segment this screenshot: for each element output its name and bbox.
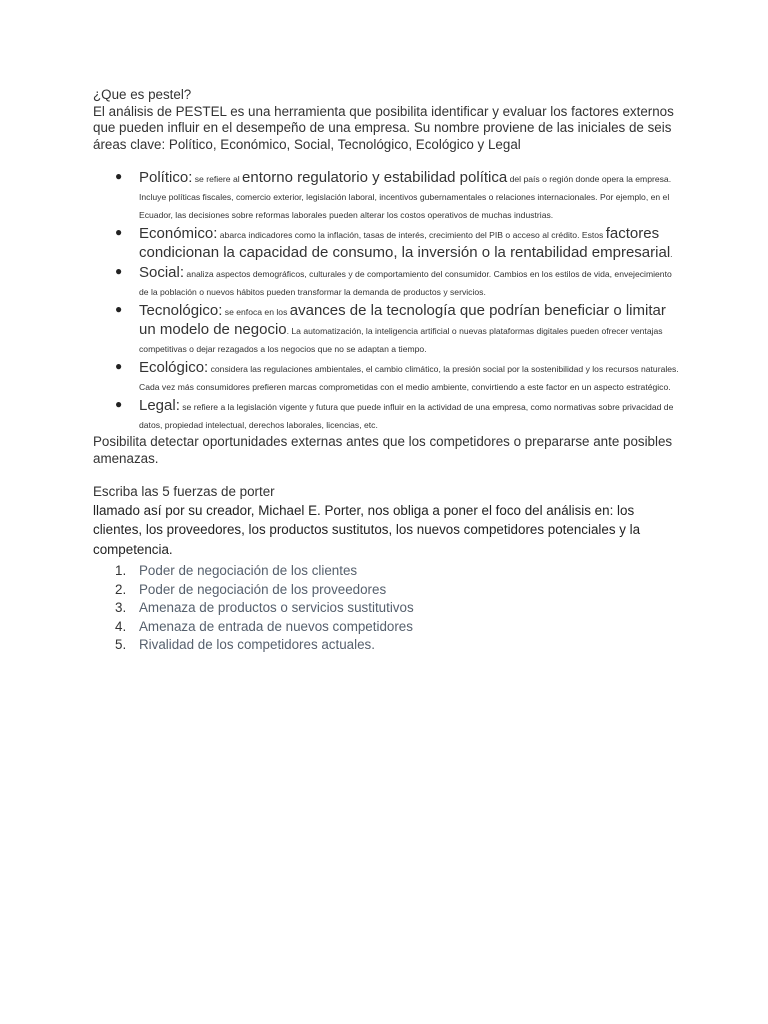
question-2-intro: llamado así por su creador, Michael E. Porter, nos obliga a poner el foco del análisis en: los clientes, los proveedores, los productos sustitutos, los nuevos competidores potenciales y la competencia. [93, 502, 641, 557]
pestel-highlight: entorno regulatorio y estabilidad política [242, 169, 508, 186]
force-text: Poder de negociación de los clientes [139, 563, 358, 578]
bullet-icon: ● [115, 302, 123, 316]
question-1-intro: El análisis de PESTEL es una herramienta que posibilita identificar y evaluar los factores externos que pueden influir en el desempeño de una empresa. Su nombre proviene de las iniciales de seis áreas clave: Político, Económico, Social, Tecnológico, Ecológico y Legal [93, 103, 674, 152]
list-number: 1. [115, 563, 127, 578]
pestel-label: Ecológico: [139, 359, 209, 376]
pestel-text: . [670, 249, 673, 259]
force-item [93, 618, 683, 637]
pestel-item-legal [93, 396, 683, 433]
pestel-text: . La automatización, la inteligencia artificial o nuevas plataformas digitales pueden ofrecer ventajas competitivas o dejar rezagados a los negocios que no se adaptan a tiempo. [139, 326, 663, 354]
force-text: Rivalidad de los competidores actuales. [139, 637, 375, 652]
pestel-conclusion: Posibilita detectar oportunidades externas antes que los competidores o prepararse ante posibles amenazas. [93, 434, 673, 466]
pestel-text: se refiere al [192, 174, 243, 184]
pestel-list [93, 168, 683, 433]
force-text: Poder de negociación de los proveedores [139, 581, 387, 597]
force-item [93, 562, 683, 581]
bullet-icon: ● [115, 359, 123, 373]
pestel-item-politico [93, 168, 683, 223]
pestel-text: abarca indicadores como la inflación, tasas de interés, crecimiento del PIB o acceso al crédito. Estos [217, 230, 606, 240]
porter-forces-list [93, 562, 683, 655]
pestel-label: Legal: [139, 397, 180, 414]
pestel-label: Económico: [139, 225, 218, 242]
list-number: 5. [115, 637, 127, 652]
bullet-icon: ● [115, 397, 123, 411]
list-number: 2. [115, 581, 127, 597]
pestel-highlight: factores condicionan la capacidad de consumo, la inversión o la rentabilidad empresarial [139, 225, 671, 261]
pestel-label: Tecnológico: [139, 302, 223, 319]
pestel-highlight: avances de la tecnología que podrían beneficiar o limitar un modelo de negocio [139, 302, 666, 338]
list-number: 3. [115, 600, 127, 615]
bullet-icon: ● [115, 264, 123, 278]
force-text: Amenaza de productos o servicios sustitutivos [139, 600, 414, 615]
pestel-label: Político: [139, 169, 193, 186]
pestel-text: del país o región donde opera la empresa. Incluye políticas fiscales, comercio exterior, legislación laboral, incentivos gubernamentales o relaciones internacionales. Por ejemplo, en el Ecuador, las decisiones sobre reformas laborales pueden alterar los costos operativos de muchas industrias. [139, 174, 672, 220]
pestel-item-ecologico [93, 358, 683, 395]
question-1-title: ¿Que es pestel? [93, 87, 192, 102]
question-2-title: Escriba las 5 fuerzas de porter [93, 484, 275, 499]
pestel-item-tecnologico [93, 301, 683, 357]
force-text: Amenaza de entrada de nuevos competidores [139, 618, 413, 634]
list-number: 4. [115, 618, 127, 634]
bullet-icon: ● [115, 169, 123, 183]
document-content [93, 87, 683, 655]
pestel-text: considera las regulaciones ambientales, el cambio climático, la presión social por la sostenibilidad y los recursos naturales. Cada vez más consumidores prefieren marcas comprometidas con el medio ambiente, convirtiendo a este factor en un aspecto estratégico. [139, 364, 679, 392]
pestel-text: se refiere a la legislación vigente y futura que puede influir en la actividad de una empresa, como normativas sobre privacidad de datos, propiedad intelectual, derechos laborales, licencias, etc. [139, 402, 674, 430]
pestel-text: analiza aspectos demográficos, culturales y de comportamiento del consumidor. Cambios en los estilos de vida, envejecimiento de la población o nuevos hábitos pueden transformar la demanda de productos y servicios. [139, 269, 672, 297]
pestel-item-social [93, 263, 683, 300]
force-item [93, 581, 683, 600]
force-item [93, 599, 683, 618]
force-item [93, 636, 683, 655]
bullet-icon: ● [115, 225, 123, 239]
pestel-text: se enfoca en los [222, 307, 290, 317]
pestel-label: Social: [139, 264, 185, 281]
pestel-item-economico [93, 224, 683, 262]
